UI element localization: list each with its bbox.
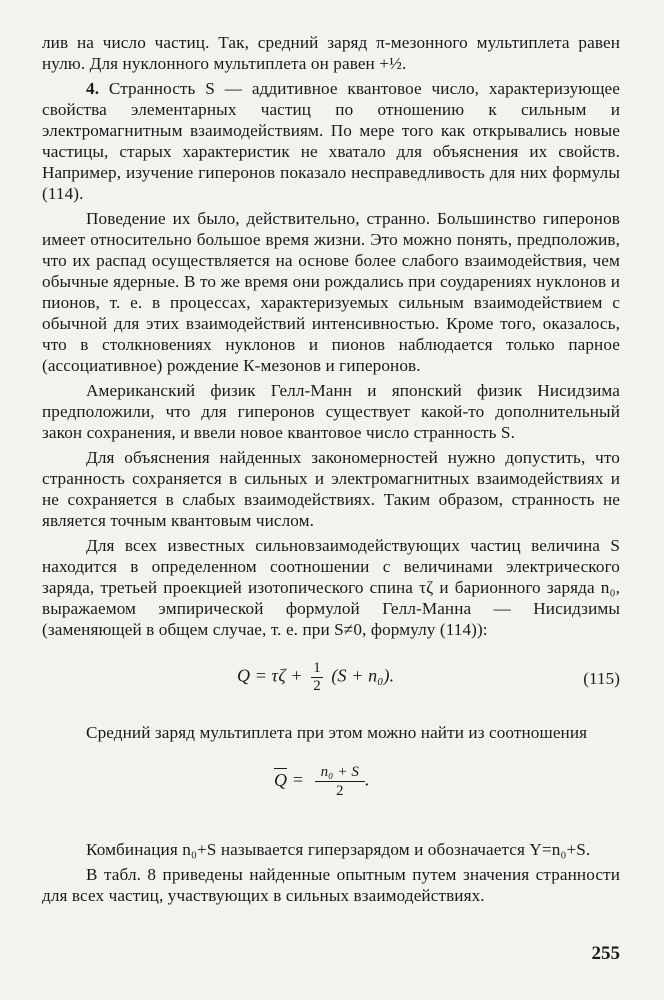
paragraph-1-text: Странность S — аддитивное квантовое число, характеризующее свойства элементарных частиц по отношению к сильным и электромагнитным взаимодействиям. По мере того как открывались новые частицы, старых характеристик не хватало для объяснения их свойств. Например, изучение гиперонов показало несправедливость для них формулы (114). (42, 79, 620, 203)
formula-115-denominator: 2 (313, 678, 321, 694)
formula-mean-equals: = (287, 769, 309, 790)
paragraph-3: Американский физик Гелл-Манн и японский физик Нисидзима предположили, что для гиперонов существует какой-то дополнительный закон сохранения, и ввели новое квантовое число странность S. (42, 381, 620, 442)
paragraph-2: Поведение их было, действительно, странно. Большинство гиперонов имеет относительно большое время жизни. Это можно понять, предположив, что их распад осуществляется на основе более слабого взаимодействия, чем обычные ядерные. В то же время они рождались при соударениях нуклонов и пионов, т. е. в процессах, характеризуемых сильным взаимодействием с обычной для этих взаимодействий интенсивностью. Кроме того, оказалось, что в столкновениях нуклонов и пионов наблюдается только парное (ассоциативное) рождение К-мезонов и гиперонов. (42, 209, 620, 375)
formula-mean-charge (42, 753, 620, 819)
paragraph-6: Средний заряд мультиплета при этом можно найти из соотношения (86, 723, 588, 742)
formula-mean-denominator: 2 (335, 783, 344, 799)
formula-115-rhs: (S + n₀). (326, 665, 395, 686)
formula-115 (42, 650, 620, 704)
section-number: 4. (86, 79, 100, 98)
formula-115-lhs: Q = τζ + (237, 665, 308, 686)
paragraph-1 (42, 78, 620, 204)
formula-mean-expression (274, 763, 370, 800)
formula-mean-numerator: n₀ + S (315, 763, 365, 782)
formula-115-fraction (311, 660, 323, 695)
formula-mean-fraction (315, 763, 365, 800)
equation-number: (115) (583, 669, 620, 688)
formula-115-numerator: 1 (313, 660, 321, 676)
paragraph-4: Для объяснения найденных закономерностей нужно допустить, что странность сохраняется в сильных и электромагнитных взаимодействиях и не сохраняется в слабых взаимодействиях. Таким образом, странность не является точным квантовым числом. (42, 448, 620, 530)
paragraph-0: лив на число частиц. Так, средний заряд π-мезонного мультиплета равен нулю. Для нуклонного мультиплета он равен +½. (42, 33, 620, 73)
formula-115-expression (237, 660, 394, 695)
formula-mean-lhs: Q (274, 769, 288, 790)
formula-mean-tail: . (365, 769, 370, 790)
paragraph-5: Для всех известных сильновзаимодействующих частиц величина S находится в определенном соотношении с величинами электрического заряда, третьей проекцией изотопического спина τζ и барионного заряда n₀, выражаемом эмпирической формулой Гелл-Манна — Нисидзимы (заменяющей в общем случае, т. е. при S≠0, формулу (114)): (42, 536, 620, 639)
page-body (42, 32, 620, 906)
paragraph-8: В табл. 8 приведены найденные опытным путем значения странности для всех частиц, участвующих в сильных взаимодействиях. (42, 865, 620, 905)
paragraph-7: Комбинация n₀+S называется гиперзарядом и обозначается Y=n₀+S. (86, 840, 591, 859)
page-number: 255 (591, 943, 620, 964)
